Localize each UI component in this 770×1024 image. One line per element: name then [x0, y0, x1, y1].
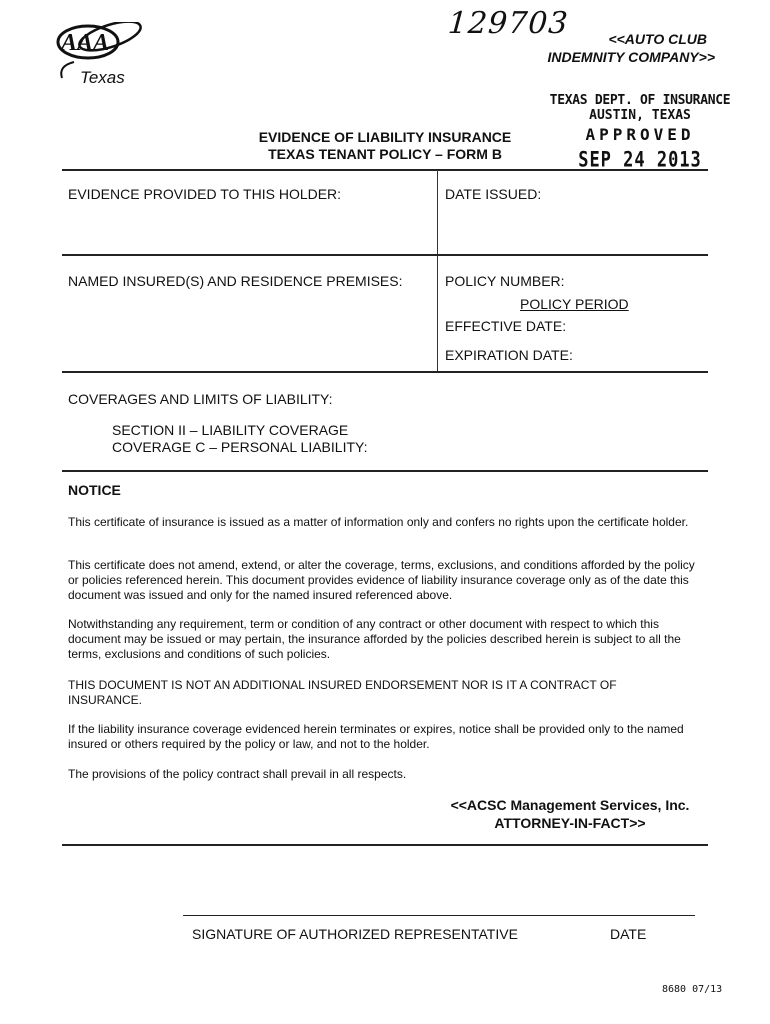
divider-notice-bottom — [62, 844, 708, 846]
divider-mid — [62, 254, 708, 256]
date-issued-label: DATE ISSUED: — [445, 186, 542, 202]
effective-date-label: EFFECTIVE DATE: — [445, 318, 567, 334]
divider-fields-bottom — [62, 371, 708, 373]
stamp-agency: TEXAS DEPT. OF INSURANCE — [549, 93, 731, 108]
signature-date-label: DATE — [610, 926, 647, 942]
policy-period-label: POLICY PERIOD — [520, 296, 629, 312]
logo-state-label: Texas — [80, 68, 125, 87]
notice-paragraph: Notwithstanding any requirement, term or condition of any contract or other document with respect to which this document may be issued or may pertain, the insurance afforded by the policies described herein is subject to all the terms, exclusions and conditions of such policies. — [68, 617, 681, 661]
personal-liability-label: COVERAGE C – PERSONAL LIABILITY: — [112, 439, 368, 455]
attorney-in-fact-block — [430, 796, 710, 832]
approval-stamp — [540, 93, 740, 173]
notice-paragraph: If the liability insurance coverage evidenced herein terminates or expires, notice shall be provided only to the named insured or others required by the policy or law, and not to the holder. — [68, 722, 684, 751]
divider-top — [62, 169, 708, 171]
liability-section-label: SECTION II – LIABILITY COVERAGE — [112, 422, 349, 438]
stamp-approved: APPROVED — [585, 125, 695, 144]
signature-line — [183, 915, 695, 916]
coverages-heading: COVERAGES AND LIMITS OF LIABILITY: — [68, 391, 333, 407]
attorney-line2: ATTORNEY-IN-FACT>> — [494, 815, 646, 831]
notice-paragraph: This certificate does not amend, extend, or alter the coverage, terms, exclusions, and conditions afforded by the policy or policies referenced herein. This document provides evidence of liability insurance coverage only as of the date this document was issued and only for the named insured referenced above. — [68, 558, 695, 602]
policy-number-label: POLICY NUMBER: — [445, 273, 565, 289]
attorney-line1: <<ACSC Management Services, Inc. — [450, 797, 690, 813]
notice-paragraph: THIS DOCUMENT IS NOT AN ADDITIONAL INSURED ENDORSEMENT NOR IS IT A CONTRACT OF INSURANCE. — [68, 678, 617, 707]
named-insured-label: NAMED INSURED(S) AND RESIDENCE PREMISES: — [68, 273, 403, 289]
notice-heading: NOTICE — [68, 482, 121, 498]
document-title — [250, 129, 520, 163]
holder-label: EVIDENCE PROVIDED TO THIS HOLDER: — [68, 186, 342, 202]
divider-coverages-bottom — [62, 470, 708, 472]
svg-text:AAA: AAA — [61, 30, 110, 56]
handwritten-control-number: 129703 — [446, 6, 570, 41]
stamp-city: AUSTIN, TEXAS — [589, 108, 691, 123]
notice-paragraph: This certificate of insurance is issued as a matter of information only and confers no rights upon the certificate holder. — [68, 515, 689, 529]
stamp-date: SEP 24 2013 — [578, 147, 702, 173]
notice-paragraph: The provisions of the policy contract shall prevail in all respects. — [68, 767, 407, 781]
company-name-line2: INDEMNITY COMPANY>> — [547, 49, 715, 65]
expiration-date-label: EXPIRATION DATE: — [445, 347, 573, 363]
company-name — [520, 30, 715, 66]
document-title-line1: EVIDENCE OF LIABILITY INSURANCE — [258, 129, 512, 145]
company-name-line1: <<AUTO CLUB — [608, 31, 707, 47]
field-column-divider — [437, 170, 438, 372]
signature-label: SIGNATURE OF AUTHORIZED REPRESENTATIVE — [192, 926, 518, 942]
document-title-line2: TEXAS TENANT POLICY – FORM B — [268, 146, 502, 162]
form-number: 8680 07/13 — [662, 984, 723, 995]
